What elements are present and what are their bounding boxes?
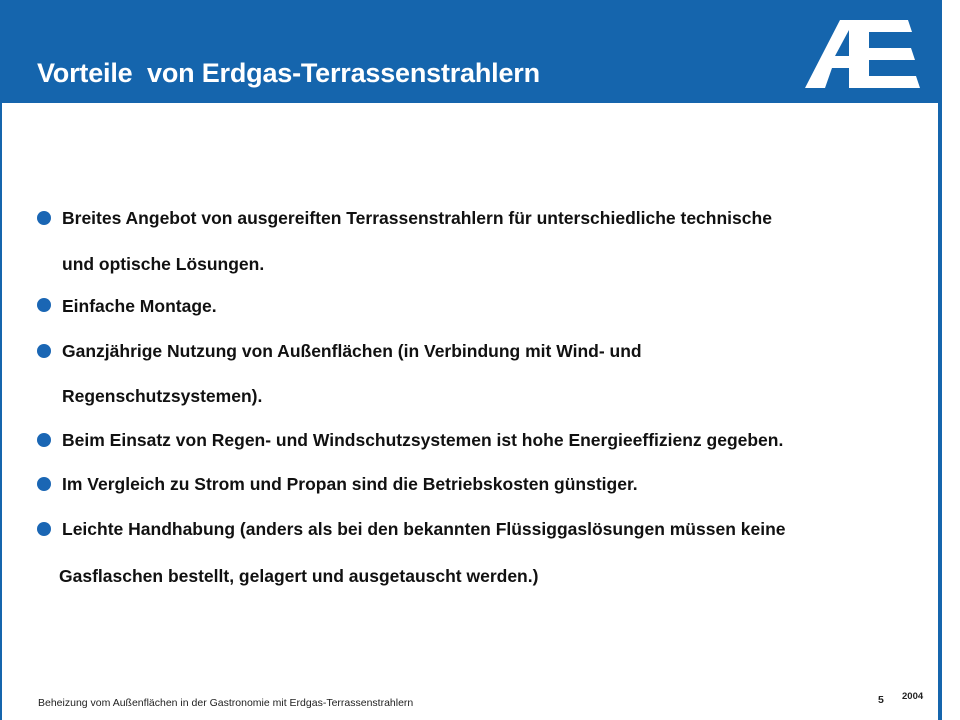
page-number: 5 (878, 694, 884, 706)
bullet-dot-icon (37, 211, 51, 225)
bullet-text: Einfache Montage. (62, 296, 217, 316)
bullet-text-continuation: und optische Lösungen. (62, 254, 265, 274)
bullet-dot-icon (37, 433, 51, 447)
footer-text: Beheizung vom Außenflächen in der Gastronomie mit Erdgas-Terrassenstrahlern (38, 697, 414, 709)
bullet-dot-icon (37, 522, 51, 536)
bullet-text-continuation: Gasflaschen bestellt, gelagert und ausgetauscht werden.) (59, 566, 539, 586)
bullet-text: Leichte Handhabung (anders als bei den bekannten Flüssiggaslösungen müssen keine (62, 519, 786, 539)
right-border-strip (938, 0, 942, 720)
bullet-text: Im Vergleich zu Strom und Propan sind die Betriebskosten günstiger. (62, 474, 638, 494)
bullet-text: Beim Einsatz von Regen- und Windschutzsystemen ist hohe Energieeffizienz gegeben. (62, 430, 784, 450)
bullet-dot-icon (37, 298, 51, 312)
bullet-text: Breites Angebot von ausgereiften Terrassenstrahlern für unterschiedliche technische (62, 208, 772, 228)
bullet-text: Ganzjährige Nutzung von Außenflächen (in Verbindung mit Wind- und (62, 341, 642, 361)
bullet-text-continuation: Regenschutzsystemen). (62, 386, 263, 406)
bullet-dot-icon (37, 477, 51, 491)
footer-year: 2004 (902, 691, 924, 702)
slide-title: Vorteile von Erdgas-Terrassenstrahlern (37, 58, 540, 88)
bullet-dot-icon (37, 344, 51, 358)
